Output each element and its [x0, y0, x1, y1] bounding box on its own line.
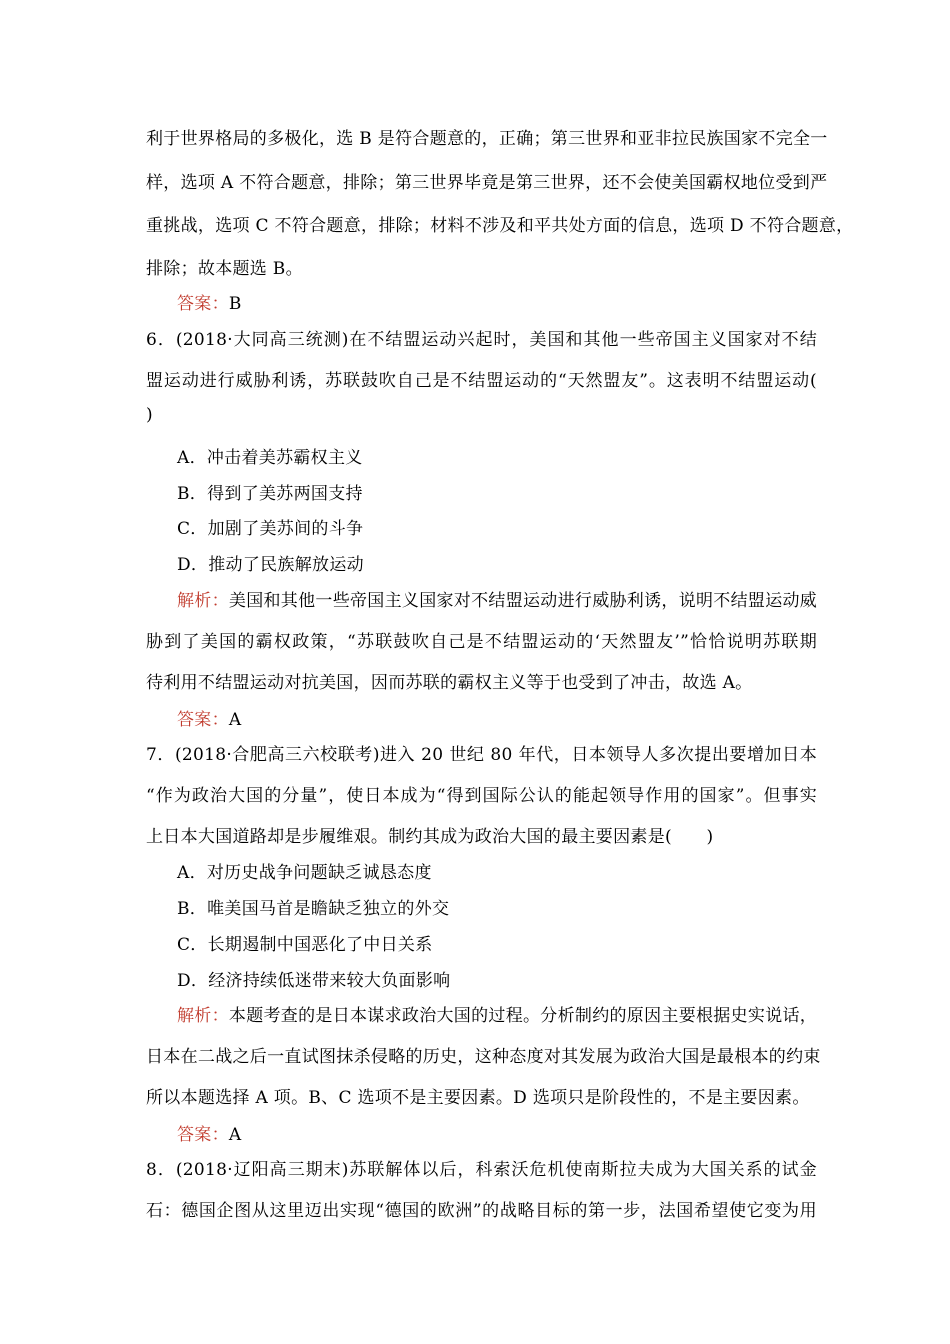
- q6-stem-line-2: 盟运动进行威胁利诱，苏联鼓吹自己是不结盟运动的“天然盟友”。这表明不结盟运动(: [146, 371, 817, 391]
- q7-option-c: C．长期遏制中国恶化了中日关系: [177, 935, 433, 955]
- q6-option-a: A．冲击着美苏霸权主义: [177, 448, 363, 468]
- q5-analysis-line-4: 排除；故本题选 B。: [146, 259, 303, 279]
- q5-analysis-line-3: 重挑战，选项 C 不符合题意，排除；材料不涉及和平共处方面的信息，选项 D 不符合题意，: [146, 216, 854, 236]
- q7-answer: [177, 1120, 241, 1145]
- answer-value: A: [228, 1125, 242, 1145]
- q7-stem-line-1: 7．(2018·合肥高三六校联考)进入 20 世纪 80 年代，日本领导人多次提出要增加日本: [146, 745, 817, 765]
- answer-value: A: [228, 710, 242, 730]
- q5-answer: [177, 289, 242, 314]
- q7-option-b: B．唯美国马首是瞻缺乏独立的外交: [177, 899, 450, 919]
- q6-stem-line-3: ): [146, 405, 153, 425]
- q7-analysis-line-2: 日本在二战之后一直试图抹杀侵略的历史，这种态度对其发展为政治大国是最根本的约束: [146, 1047, 821, 1067]
- q6-option-b: B．得到了美苏两国支持: [177, 484, 363, 504]
- q7-stem-line-3: 上日本大国道路却是步履维艰。制约其成为政治大国的最主要因素是( ): [146, 827, 714, 847]
- answer-label: 答案：: [177, 294, 229, 314]
- q6-analysis-line-2: 胁到了美国的霸权政策，“苏联鼓吹自己是不结盟运动的‘天然盟友’”恰恰说明苏联期: [146, 632, 817, 652]
- q7-option-d: D．经济持续低迷带来较大负面影响: [177, 971, 451, 991]
- q6-answer: [177, 705, 241, 730]
- answer-label: 答案：: [177, 710, 229, 730]
- q7-option-a: A．对历史战争问题缺乏诚恳态度: [177, 863, 432, 883]
- analysis-text: 美国和其他一些帝国主义国家对不结盟运动进行威胁利诱，说明不结盟运动威: [228, 591, 818, 611]
- q7-analysis-line-1: [177, 1001, 817, 1026]
- q6-option-c: C．加剧了美苏间的斗争: [177, 519, 364, 539]
- q6-analysis-line-1: [177, 586, 817, 611]
- q6-analysis-line-3: 待利用不结盟运动对抗美国，因而苏联的霸权主义等于也受到了冲击，故选 A。: [146, 673, 753, 693]
- q7-analysis-line-3: 所以本题选择 A 项。B、C 选项不是主要因素。D 选项只是阶段性的，不是主要因素。: [146, 1088, 810, 1108]
- q8-stem-line-2: 石：德国企图从这里迈出实现“德国的欧洲”的战略目标的第一步，法国希望使它变为用: [146, 1201, 817, 1221]
- q7-stem-line-2: “作为政治大国的分量”，使日本成为“得到国际公认的能起领导作用的国家”。但事实: [146, 786, 817, 806]
- answer-value: B: [228, 294, 242, 314]
- answer-label: 答案：: [177, 1125, 229, 1145]
- analysis-label: 解析：: [177, 1006, 229, 1026]
- q6-stem-line-1: 6．(2018·大同高三统测)在不结盟运动兴起时，美国和其他一些帝国主义国家对不结: [146, 330, 817, 350]
- q5-analysis-line-1: 利于世界格局的多极化，选 B 是符合题意的，正确；第三世界和亚非拉民族国家不完全一: [146, 129, 828, 149]
- q6-option-d: D．推动了民族解放运动: [177, 555, 364, 575]
- analysis-label: 解析：: [177, 591, 229, 611]
- q5-analysis-line-2: 样，选项 A 不符合题意，排除；第三世界毕竟是第三世界，还不会使美国霸权地位受到严: [146, 173, 828, 193]
- q8-stem-line-1: 8．(2018·辽阳高三期末)苏联解体以后，科索沃危机使南斯拉夫成为大国关系的试金: [146, 1160, 817, 1180]
- analysis-text: 本题考查的是日本谋求政治大国的过程。分析制约的原因主要根据史实说话，: [228, 1006, 818, 1026]
